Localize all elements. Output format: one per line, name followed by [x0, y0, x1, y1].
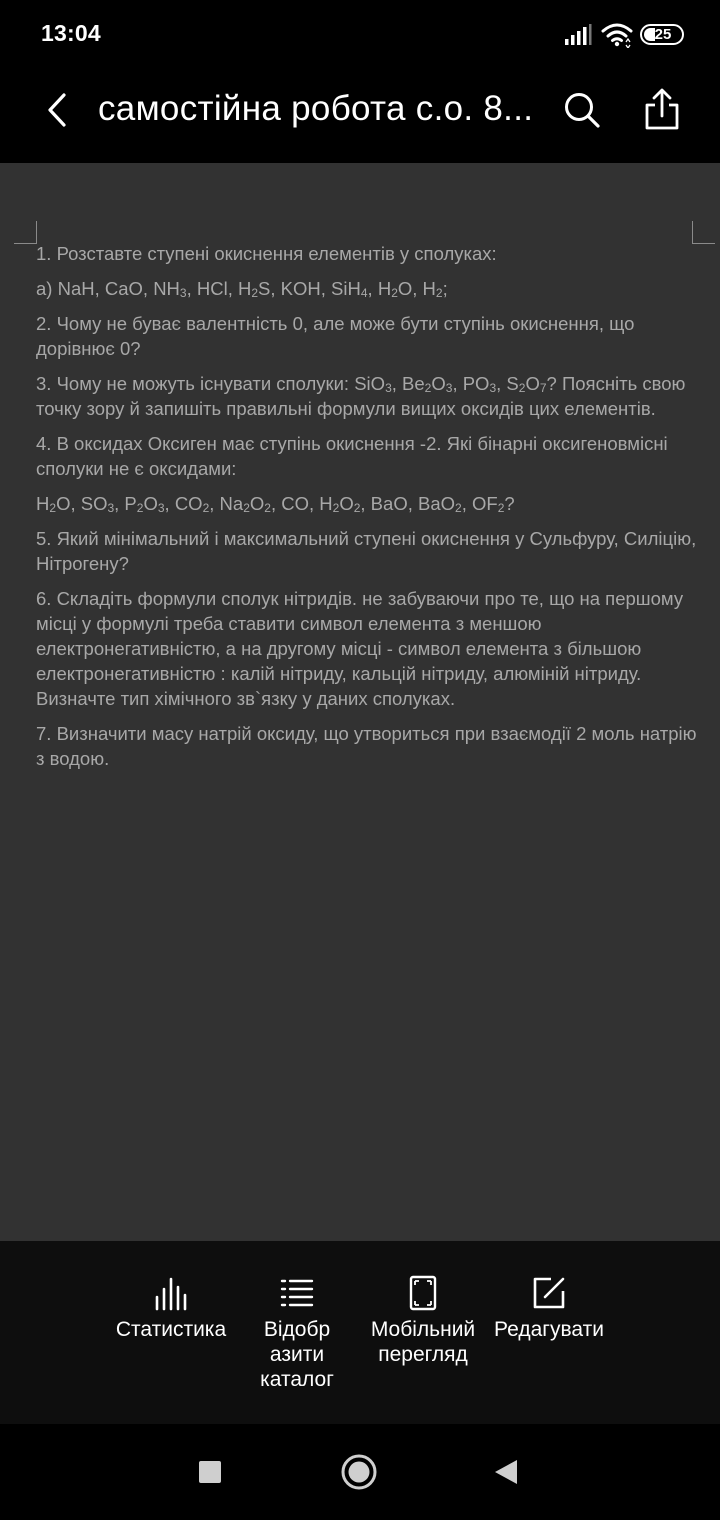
question-5: 5. Який мінімальний і максимальний ступені окиснення у Сульфуру, Силіцію, Нітрогену?: [36, 528, 697, 574]
wifi-icon: [601, 22, 633, 48]
question-7: 7. Визначити масу натрій оксиду, що утвориться при взаємодії 2 моль натрію з водою.: [36, 723, 697, 769]
statistics-label: Статистика: [115, 1318, 227, 1341]
status-time: 13:04: [41, 20, 101, 46]
toc-label-line-1: Відобр: [263, 1318, 331, 1341]
edit-label: Редагувати: [494, 1318, 604, 1341]
document-content: [36, 241, 700, 781]
document-title: самостійна робота с.о. 8...: [98, 89, 534, 128]
statistics-button[interactable]: [104, 1275, 238, 1342]
bottom-toolbar: [0, 1241, 720, 1424]
document-view[interactable]: [0, 163, 720, 1241]
signal-icon: [564, 24, 592, 46]
mobile-view-button[interactable]: [362, 1275, 484, 1367]
toc-label-line-2: азити: [269, 1343, 325, 1366]
share-icon[interactable]: [643, 88, 681, 130]
list-icon: [279, 1275, 315, 1311]
edit-icon: [531, 1275, 567, 1311]
question-2: 2. Чому не буває валентність 0, але може бути ступінь окиснення, що дорівнює 0?: [36, 313, 635, 359]
page-corner-mark: [14, 221, 37, 244]
battery-icon: [640, 24, 684, 45]
table-of-contents-button[interactable]: [246, 1275, 348, 1392]
question-6: 6. Складіть формули сполук нітридів. не забуваючи про те, що на першому місці у формулі треба ставити символ елемента з меншою електронегативністю, а на другому місці - символ елемента з більшою електронегативністю : калій нітриду, кальцій нітриду, алюміній нітриду. Визначте тип хімічного зв`язку у даних сполуках.: [36, 588, 684, 709]
question-4-formulas: $H_2O$, $SO_3$, $P_2O_3$, $CO_2$, $Na_2O_2$, CO, $H_2O_2$, BaO, BaO$_2$, $OF_2$?: [36, 493, 515, 515]
nav-back-icon[interactable]: [493, 1459, 519, 1485]
bar-chart-icon: [153, 1275, 189, 1311]
back-icon[interactable]: [42, 92, 72, 128]
search-icon[interactable]: [563, 90, 601, 130]
edit-button[interactable]: [486, 1275, 612, 1342]
recent-apps-icon[interactable]: [199, 1461, 221, 1483]
app-bar: [0, 70, 720, 163]
mobile-view-label-line-2: перегляд: [378, 1343, 468, 1366]
mobile-view-label-line-1: Мобільний: [370, 1318, 476, 1341]
question-3: 3. Чому не можуть існувати сполуки: SiO$_3$, $Be_2O_3$, $PO_3$, $S_2O_7$? Поясніть свою точку зору й запишіть правильні формули вищих оксидів цих елементів.: [36, 373, 686, 419]
toc-label-line-3: каталог: [260, 1368, 334, 1391]
mobile-view-icon: [405, 1275, 441, 1311]
question-1: 1. Розставте ступені окиснення елементів у сполуках:: [36, 243, 497, 264]
question-1-formulas: а) NaH, CaO, $NH_3$, HCl, $H_2S$, KOH, SiH$_4$, $H_2O$, $H_2$;: [36, 278, 448, 300]
home-icon[interactable]: [341, 1454, 377, 1490]
question-4: 4. В оксидах Оксиген має ступінь окиснення -2. Які бінарні оксигеновмісні сполуки не є оксидами:: [36, 433, 668, 479]
battery-level: 25: [654, 26, 672, 43]
system-navigation-bar: [0, 1424, 720, 1520]
status-bar: [0, 0, 720, 70]
